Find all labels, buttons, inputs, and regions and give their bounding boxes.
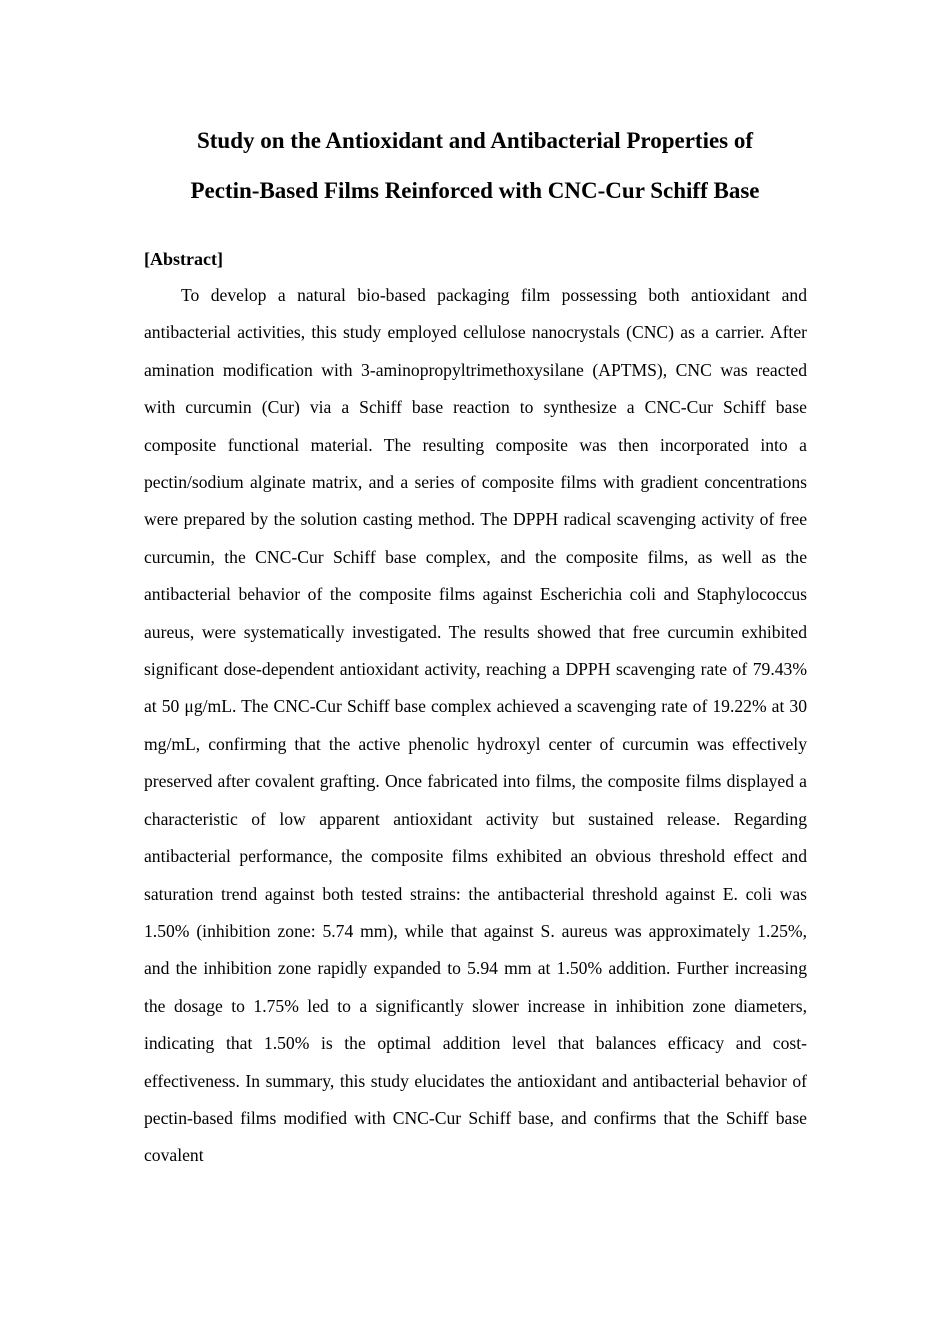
abstract-paragraph: To develop a natural bio-based packaging film possessing both antioxidant and antibacterial activities, this study employed cellulose nanocrystals (CNC) as a carrier. After amination modification with 3-aminopropyltrimethoxysilane (APTMS), CNC was reacted with curcumin (Cur) via a Schiff base reaction to synthesize a CNC-Cur Schiff base composite functional material. The resulting composite was then incorporated into a pectin/sodium alginate matrix, and a series of composite films with gradient concentrations were prepared by the solution casting method. The DPPH radical scavenging activity of free curcumin, the CNC-Cur Schiff base complex, and the composite films, as well as the antibacterial behavior of the composite films against Escherichia coli and Staphylococcus aureus, were systematically investigated. The results showed that free curcumin exhibited significant dose-dependent antioxidant activity, reaching a DPPH scavenging rate of 79.43% at 50 μg/mL. The CNC-Cur Schiff base complex achieved a scavenging rate of 19.22% at 30 mg/mL, confirming that the active phenolic hydroxyl center of curcumin was effectively preserved after covalent grafting. Once fabricated into films, the composite films displayed a characteristic of low apparent antioxidant activity but sustained release. Regarding antibacterial performance, the composite films exhibited an obvious threshold effect and saturation trend against both tested strains: the antibacterial threshold against E. coli was 1.50% (inhibition zone: 5.74 mm), while that against S. aureus was approximately 1.25%, and the inhibition zone rapidly expanded to 5.94 mm at 1.50% addition. Further increasing the dosage to 1.75% led to a significantly slower increase in inhibition zone diameters, indicating that 1.50% is the optimal addition level that balances efficacy and cost-effectiveness. In summary, this study elucidates the antioxidant and antibacterial behavior of pectin-based films modified with CNC-Cur Schiff base, and confirms that the Schiff base covalent xyxy=(144,285,807,1166)
paper-title-line-2: Pectin-Based Films Reinforced with CNC-Cur Schiff Base xyxy=(190,178,760,203)
paper-title-line-1: Study on the Antioxidant and Antibacterial Properties of xyxy=(196,128,754,153)
abstract-heading: [Abstract] xyxy=(144,249,223,269)
